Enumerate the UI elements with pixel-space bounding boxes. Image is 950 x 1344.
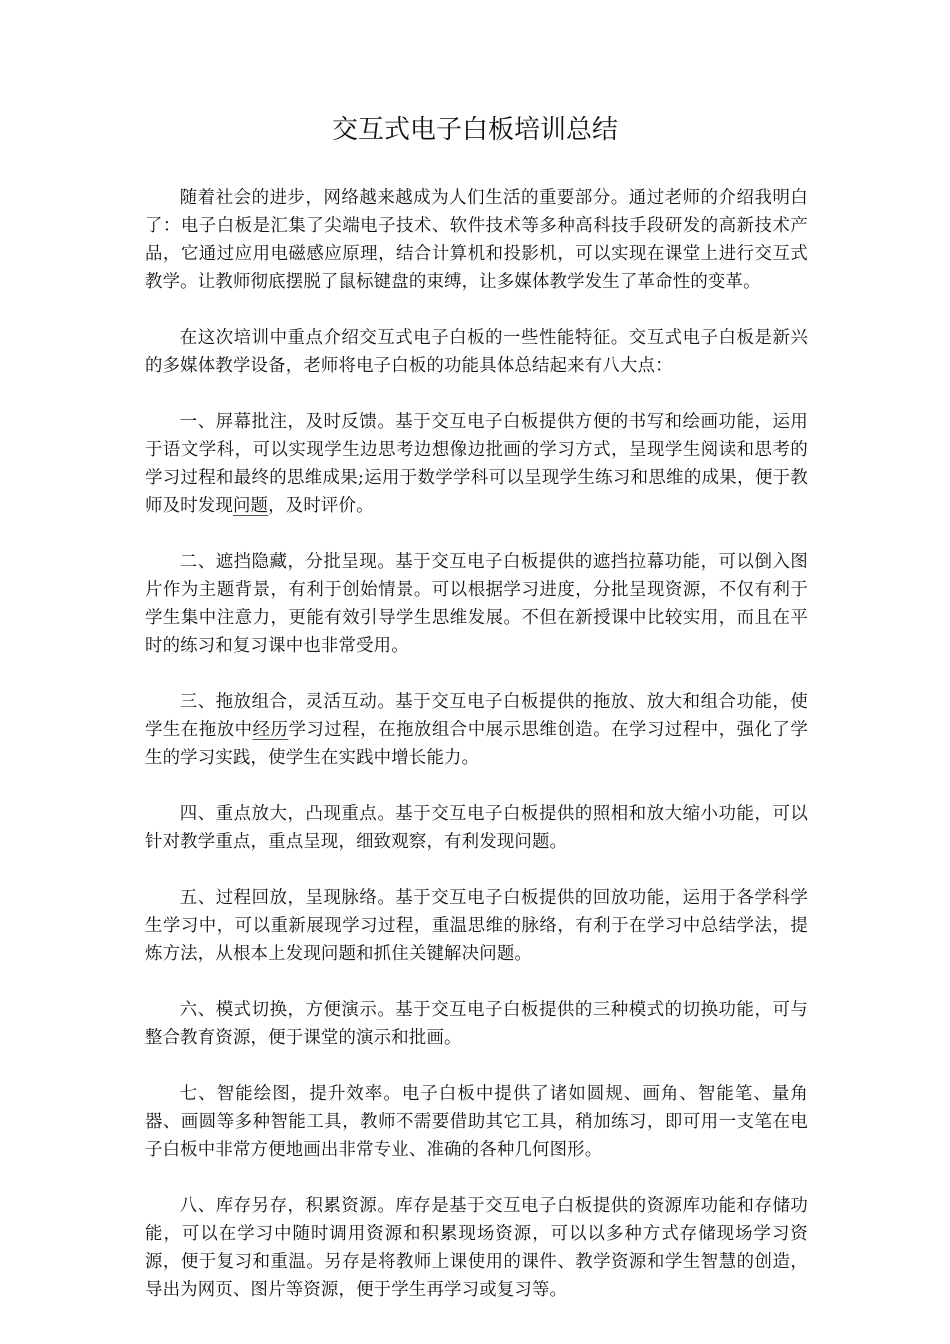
- paragraph-point-1-text-end: ，及时评价。: [268, 496, 374, 516]
- paragraph-point-4: 四、重点放大，凸现重点。基于交互电子白板提供的照相和放大缩小功能，可以针对教学重点，重点呈现，细致观察，有利发现问题。: [145, 804, 808, 852]
- paragraph-point-3-text-start: 三、拖放组合，灵活互动。基于交互电子白板提供的拖放、放大和组合功能，使学生在拖放中: [145, 692, 808, 740]
- paragraph-point-3: [145, 688, 808, 772]
- paragraph-point-6: 六、模式切换，方便演示。基于交互电子白板提供的三种模式的切换功能，可与整合教育资源，便于课堂的演示和批画。: [145, 1000, 808, 1048]
- paragraph-overview: 在这次培训中重点介绍交互式电子白板的一些性能特征。交互式电子白板是新兴的多媒体教学设备，老师将电子白板的功能具体总结起来有八大点：: [145, 328, 808, 376]
- document-title: 交互式电子白板培训总结: [331, 115, 618, 145]
- paragraph-intro: 随着社会的进步，网络越来越成为人们生活的重要部分。通过老师的介绍我明白了：电子白板是汇集了尖端电子技术、软件技术等多种高科技手段研发的高新技术产品，它通过应用电磁感应原理，结合计算机和投影机，可以实现在课堂上进行交互式教学。让教师彻底摆脱了鼠标键盘的束缚，让多媒体教学发生了革命性的变革。: [145, 188, 808, 292]
- paragraph-point-8: 八、库存另存，积累资源。库存是基于交互电子白板提供的资源库功能和存储功能，可以在学习中随时调用资源和积累现场资源，可以以多种方式存储现场学习资源，便于复习和重温。另存是将教师上课使用的课件、教学资源和学生智慧的创造，导出为网页、图片等资源，便于学生再学习或复习等。: [145, 1196, 808, 1300]
- underlined-word: 经历: [252, 720, 289, 740]
- paragraph-point-1: [145, 408, 808, 520]
- paragraph-point-7: 七、智能绘图，提升效率。电子白板中提供了诸如圆规、画角、智能笔、量角器、画圆等多种智能工具，教师不需要借助其它工具，稍加练习，即可用一支笔在电子白板中非常方便地画出非常专业、准确的各种几何图形。: [145, 1084, 808, 1160]
- underlined-word: 问题: [232, 496, 269, 516]
- paragraph-point-1-text-start: 一、屏幕批注，及时反馈。基于交互电子白板提供方便的书写和绘画功能，运用于语文学科，可以实现学生边思考边想像边批画的学习方式，呈现学生阅读和思考的学习过程和最终的思维成果;运用于数学学科可以呈现学生练习和思维的成果，便于教师及时发现: [145, 412, 808, 516]
- document-body: [145, 184, 808, 1304]
- paragraph-point-2: 二、遮挡隐藏，分批呈现。基于交互电子白板提供的遮挡拉幕功能，可以倒入图片作为主题背景，有利于创始情景。可以根据学习进度，分批呈现资源，不仅有利于学生集中注意力，更能有效引导学生思维发展。不但在新授课中比较实用，而且在平时的练习和复习课中也非常受用。: [145, 552, 808, 656]
- paragraph-point-3-text-end: 学习过程，在拖放组合中展示思维创造。在学习过程中，强化了学生的学习实践，使学生在实践中增长能力。: [145, 720, 808, 768]
- paragraph-point-5: 五、过程回放，呈现脉络。基于交互电子白板提供的回放功能，运用于各学科学生学习中，可以重新展现学习过程，重温思维的脉络，有利于在学习中总结学法，提炼方法，从根本上发现问题和抓住关键解决问题。: [145, 888, 808, 964]
